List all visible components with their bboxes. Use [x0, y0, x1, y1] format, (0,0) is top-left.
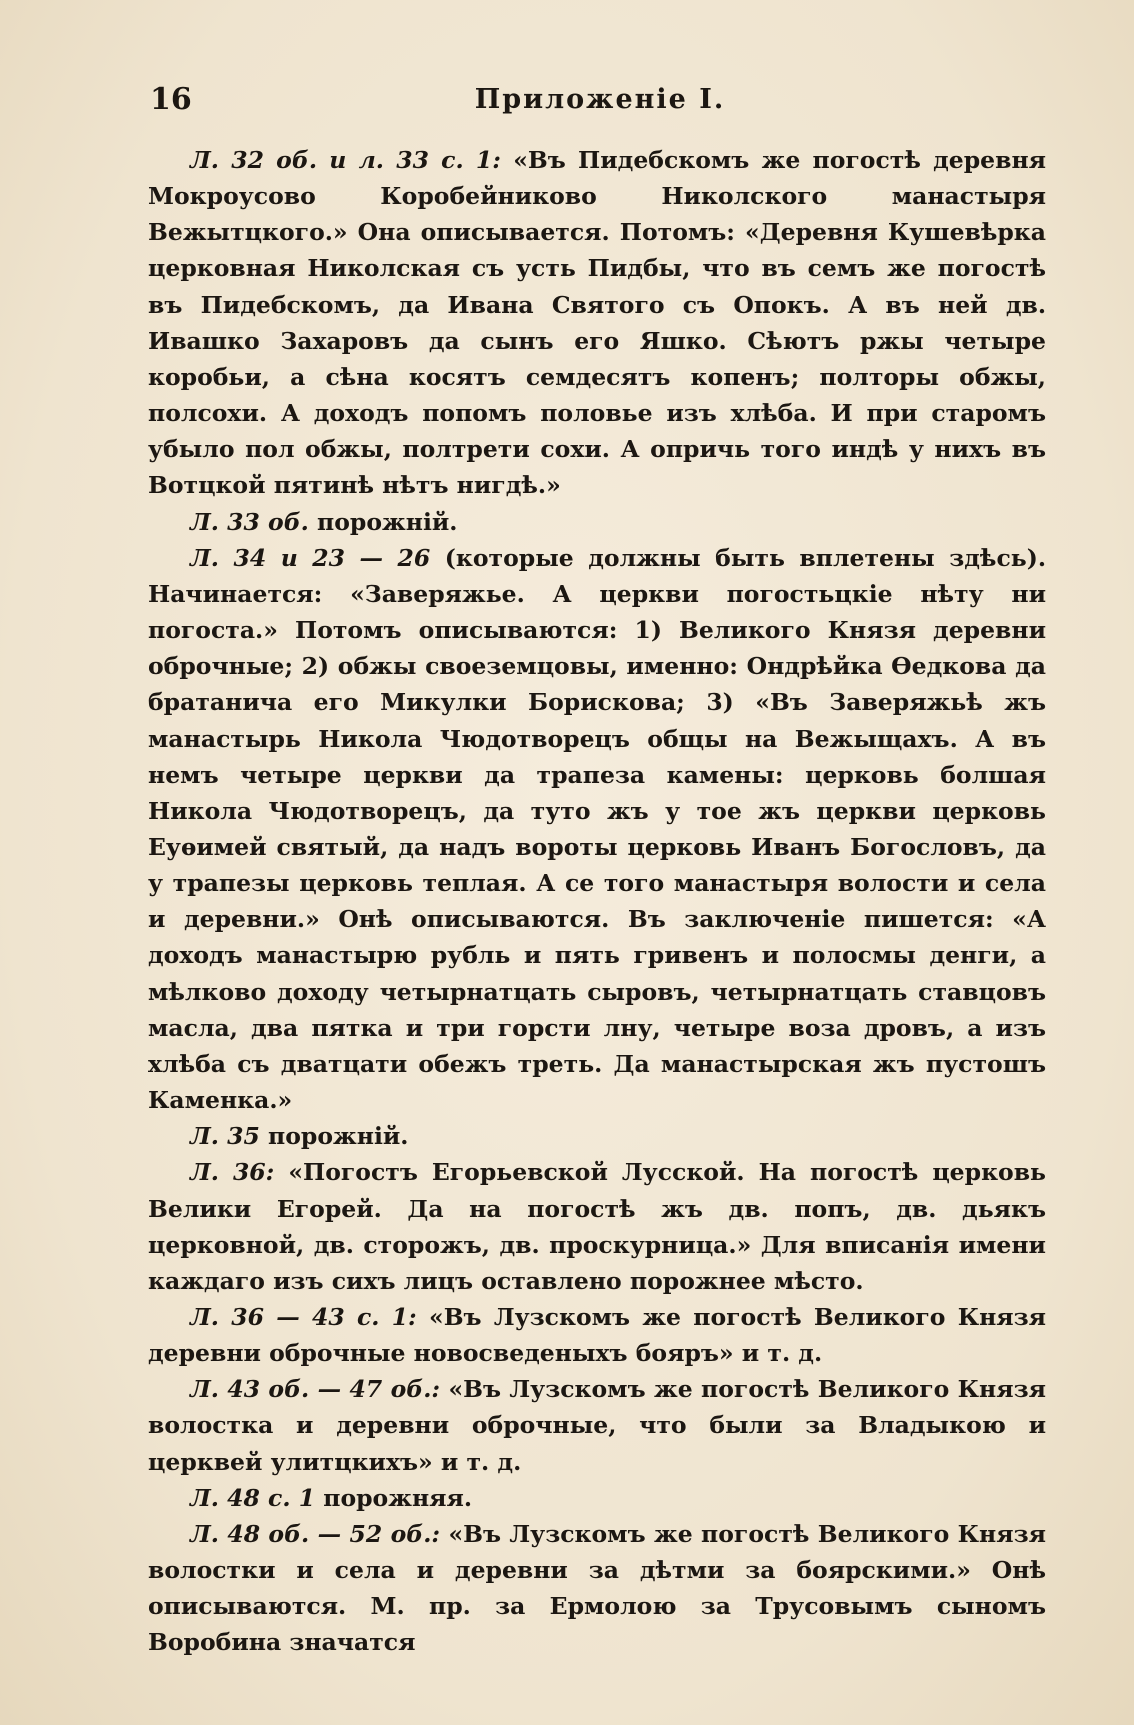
paragraph: [148, 142, 1046, 504]
paragraph: [148, 504, 1046, 540]
paragraph: [148, 1480, 1046, 1516]
paragraph-text: «Въ Лузскомъ же погостѣ Великого Князя волостка и деревни оброчные, что были за Владыкою и церквей улитцкихъ» и т. д.: [148, 1375, 1046, 1476]
paragraph-text: порожняя.: [315, 1483, 473, 1512]
folio-reference: Л. 34 и 23 — 26: [190, 543, 431, 572]
paragraph: [148, 1371, 1046, 1479]
paragraph: [148, 1118, 1046, 1154]
folio-reference: Л. 33 об.: [190, 507, 309, 536]
folio-reference: Л. 43 об. — 47 об.:: [190, 1375, 441, 1404]
folio-reference: Л. 36:: [190, 1158, 275, 1187]
paragraph: [148, 540, 1046, 1119]
folio-reference: Л. 48 с. 1: [190, 1483, 316, 1512]
running-title: Приложеніе I.: [474, 84, 726, 115]
page-number: 16: [150, 82, 192, 117]
folio-reference: Л. 32 об. и л. 33 с. 1:: [190, 146, 501, 174]
paragraph-text: порожній.: [259, 1122, 409, 1151]
folio-reference: Л. 48 об. — 52 об.:: [190, 1519, 441, 1548]
folio-reference: Л. 35: [190, 1122, 260, 1151]
paragraph-text: «Въ Пидебскомъ же погостѣ деревня Мокроусово Коробейниково Николского манастыря Вежытцкого.» Она описывается. Потомъ: «Деревня Кушевѣрка церковная Николская съ усть Пидбы, что въ семъ же погостѣ въ Пидебскомъ, да Ивана Святого съ Опокъ. А въ ней дв. Ивашко Захаровъ да сынъ его Яшко. Сѣютъ ржы четыре коробьи, а сѣна косятъ семдесятъ копенъ; полторы обжы, полсохи. А доходъ попомъ половье изъ хлѣба. И при старомъ убыло пол обжы, полтрети сохи. А опричь того индѣ у нихъ въ Вотцкой пятинѣ нѣтъ нигдѣ.»: [148, 146, 1047, 500]
paragraph: [148, 1299, 1046, 1371]
body-text: [148, 142, 1046, 1661]
page-header: [150, 78, 1050, 122]
folio-reference: Л. 36 — 43 с. 1:: [190, 1303, 417, 1331]
paragraph-text: «Въ Лузскомъ же погостѣ Великого Князя волостки и села и деревни за дѣтми за боярскими.» Онѣ описываются. М. пр. за Ермолою за Трусовымъ сыномъ Воробина значатся: [148, 1519, 1046, 1657]
paragraph-text: «Погостъ Егорьевской Лусской. На погостѣ церковь Велики Егорей. Да на погостѣ жъ дв. попъ, дв. дьякъ церковной, дв. сторожъ, дв. проскурница.» Для вписанія имени каждаго изъ сихъ лицъ оставлено порожнее мѣсто.: [148, 1158, 1046, 1295]
paragraph-text: «Въ Лузскомъ же погостѣ Великого Князя деревни оброчные новосведеныхъ бояръ» и т. д.: [148, 1303, 1046, 1368]
paragraph: [148, 1154, 1046, 1299]
paragraph: [148, 1516, 1046, 1661]
paragraph-text: порожній.: [308, 507, 458, 536]
paragraph-text: (которые должны быть вплетены здѣсь). Начинается: «Заверяжье. А церкви погостьцкіе нѣту ни погоста.» Потомъ описываются: 1) Великого Князя деревни оброчные; 2) обжы своеземцовы, именно: Ондрѣйка Ѳедкова да братанича его Микулки Борискова; 3) «Въ Заверяжьѣ жъ манастырь Никола Чюдотворецъ общы на Вежыщахъ. А въ немъ четыре церкви да трапеза камены: церковь болшая Никола Чюдотворецъ, да туто жъ у тое жъ церкви церковь Еуѳимей святый, да надъ вороты церковь Иванъ Богословъ, да у трапезы церковь теплая. А се того манастыря волости и села и деревни.» Онѣ описываются. Въ заключеніе пишется: «А доходъ манастырю рубль и пять гривенъ и полосмы денги, а мѣлково доходу четырнатцать сыровъ, четырнатцать ставцовъ масла, два пятка и три горсти лну, четыре воза дровъ, а изъ хлѣба съ дватцати обежъ треть. Да манастырская жъ пустошъ Каменка.»: [148, 543, 1047, 1115]
